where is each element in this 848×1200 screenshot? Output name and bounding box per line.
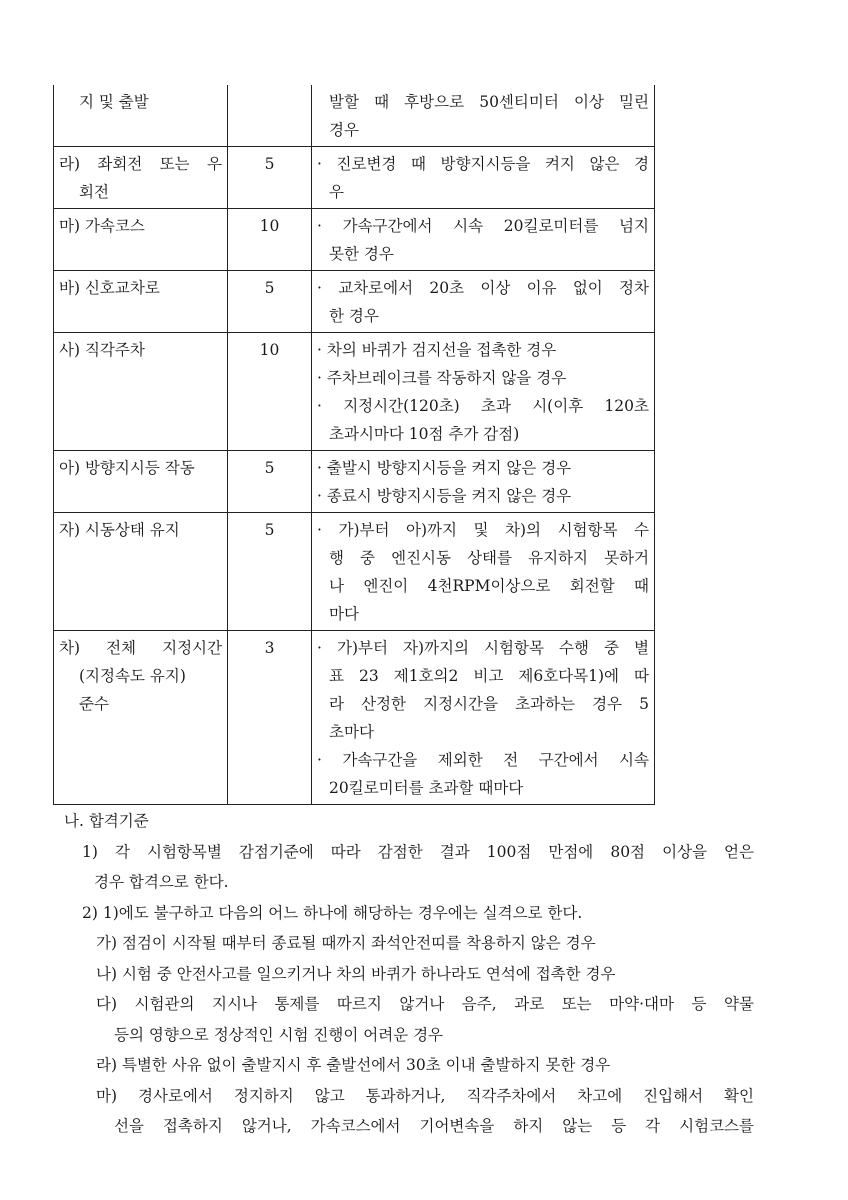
criteria-text: 초마다 bbox=[329, 723, 374, 741]
criteria-text: 표 23 제1호의2 비고 제6호다목1)에 따 bbox=[329, 667, 649, 685]
disqualify-da-line-1: 다) 시험관의 지시나 통제를 따르지 않거나 음주, 과로 또는 마약·대마 등 약물 bbox=[96, 995, 754, 1013]
points-cell: 3 bbox=[228, 631, 312, 805]
item-text: 회전 bbox=[79, 183, 109, 201]
disqualify-ga: 가) 점검이 시작될 때부터 종료될 때까지 좌석안전띠를 착용하지 않은 경우 bbox=[96, 934, 596, 952]
table-row bbox=[54, 451, 655, 513]
item-cell bbox=[54, 147, 228, 209]
table-row bbox=[54, 147, 655, 209]
item-text: 사) 직각주차 bbox=[59, 341, 145, 359]
table-row bbox=[54, 85, 655, 147]
criteria-text: 마다 bbox=[329, 605, 359, 623]
criteria-text: · 가)부터 아)까지 및 차)의 시험항목 수 bbox=[317, 521, 649, 539]
criteria-text: · 가)부터 자)까지의 시험항목 수행 중 별 bbox=[317, 639, 649, 657]
criteria-heading: 나. 합격기준 bbox=[64, 812, 149, 830]
deduction-table bbox=[53, 85, 655, 805]
disqualify-da-line-2: 등의 영향으로 정상적인 시험 진행이 어려운 경우 bbox=[114, 1025, 444, 1044]
criteria-text: · 진로변경 때 방향지시등을 켜지 않은 경 bbox=[317, 155, 649, 173]
criteria-text: · 출발시 방향지시등을 켜지 않은 경우 bbox=[317, 459, 572, 477]
item-cell bbox=[54, 271, 228, 333]
criteria-text: · 가속구간에서 시속 20킬로미터를 넘지 bbox=[317, 217, 649, 235]
points-cell: 5 bbox=[228, 513, 312, 631]
criteria-text: · 주차브레이크를 작동하지 않을 경우 bbox=[317, 369, 567, 387]
pass-criteria-section bbox=[64, 806, 754, 1142]
item-text: 자) 시동상태 유지 bbox=[59, 521, 180, 539]
table-row bbox=[54, 631, 655, 805]
deduction-table-body bbox=[54, 85, 655, 805]
criteria-text: · 교차로에서 20초 이상 이유 없이 정차 bbox=[317, 279, 649, 297]
table-row bbox=[54, 333, 655, 451]
points-cell: 10 bbox=[228, 209, 312, 271]
criteria-cell bbox=[312, 631, 655, 805]
table-row bbox=[54, 209, 655, 271]
criteria-text: 한 경우 bbox=[329, 307, 379, 325]
points-cell: 5 bbox=[228, 271, 312, 333]
points-cell: 5 bbox=[228, 451, 312, 513]
item-cell bbox=[54, 451, 228, 513]
criteria-text: · 가속구간을 제외한 전 구간에서 시속 bbox=[317, 751, 649, 769]
item-cell bbox=[54, 513, 228, 631]
criteria-cell bbox=[312, 85, 655, 147]
item-cell bbox=[54, 631, 228, 805]
criteria-cell bbox=[312, 209, 655, 271]
criteria-text: · 종료시 방향지시등을 켜지 않은 경우 bbox=[317, 487, 572, 505]
criteria-text: 라 산정한 지정시간을 초과하는 경우 5 bbox=[329, 695, 649, 713]
points-cell: 5 bbox=[228, 147, 312, 209]
table-row bbox=[54, 271, 655, 333]
criteria-text: 행 중 엔진시동 상태를 유지하지 못하거 bbox=[329, 549, 649, 567]
criteria-cell bbox=[312, 513, 655, 631]
disqualify-ma-line-2: 선을 접촉하지 않거나, 가속코스에서 기어변속을 하지 않는 등 각 시험코스를 bbox=[114, 1117, 754, 1135]
item-text: 바) 신호교차로 bbox=[59, 279, 160, 297]
criteria-text: 경우 bbox=[329, 121, 359, 139]
item-text: 지 및 출발 bbox=[79, 93, 149, 111]
criteria-1-line-2: 경우 합격으로 한다. bbox=[94, 873, 229, 891]
criteria-text: 우 bbox=[329, 183, 344, 201]
criteria-cell bbox=[312, 451, 655, 513]
points-cell bbox=[228, 85, 312, 147]
table-row bbox=[54, 513, 655, 631]
item-text: 차) 전체 지정시간 bbox=[59, 639, 222, 657]
criteria-text: 못한 경우 bbox=[329, 245, 394, 263]
disqualify-ma-line-1: 마) 경사로에서 정지하지 않고 통과하거나, 직각주차에서 차고에 진입해서 확인 bbox=[96, 1086, 754, 1105]
criteria-text: · 지정시간(120초) 초과 시(이후 120초 bbox=[317, 397, 649, 415]
criteria-2: 2) 1)에도 불구하고 다음의 어느 하나에 해당하는 경우에는 실격으로 한다. bbox=[82, 903, 583, 922]
item-text: 준수 bbox=[79, 695, 109, 713]
criteria-text: 나 엔진이 4천RPM이상으로 회전할 때 bbox=[329, 577, 649, 595]
criteria-cell bbox=[312, 147, 655, 209]
criteria-cell bbox=[312, 271, 655, 333]
item-cell bbox=[54, 209, 228, 271]
disqualify-na: 나) 시험 중 안전사고를 일으키거나 차의 바퀴가 하나라도 연석에 접촉한 경우 bbox=[96, 964, 616, 983]
criteria-text: 20킬로미터를 초과할 때마다 bbox=[329, 779, 524, 797]
criteria-text: · 차의 바퀴가 검지선을 접촉한 경우 bbox=[317, 341, 557, 359]
item-text: 마) 가속코스 bbox=[59, 217, 145, 235]
criteria-1-line-1: 1) 각 시험항목별 감점기준에 따라 감점한 결과 100점 만점에 80점 이상을 얻은 bbox=[82, 842, 754, 861]
item-text: 라) 좌회전 또는 우 bbox=[59, 155, 222, 173]
disqualify-ra: 라) 특별한 사유 없이 출발지시 후 출발선에서 30초 이내 출발하지 못한 경우 bbox=[96, 1056, 611, 1074]
item-cell bbox=[54, 333, 228, 451]
criteria-text: 발할 때 후방으로 50센티미터 이상 밀린 bbox=[329, 93, 649, 111]
item-cell bbox=[54, 85, 228, 147]
item-text: (지정속도 유지) bbox=[79, 667, 186, 685]
item-text: 아) 방향지시등 작동 bbox=[59, 459, 195, 477]
points-cell: 10 bbox=[228, 333, 312, 451]
criteria-cell bbox=[312, 333, 655, 451]
criteria-text: 초과시마다 10점 추가 감점) bbox=[329, 425, 520, 443]
